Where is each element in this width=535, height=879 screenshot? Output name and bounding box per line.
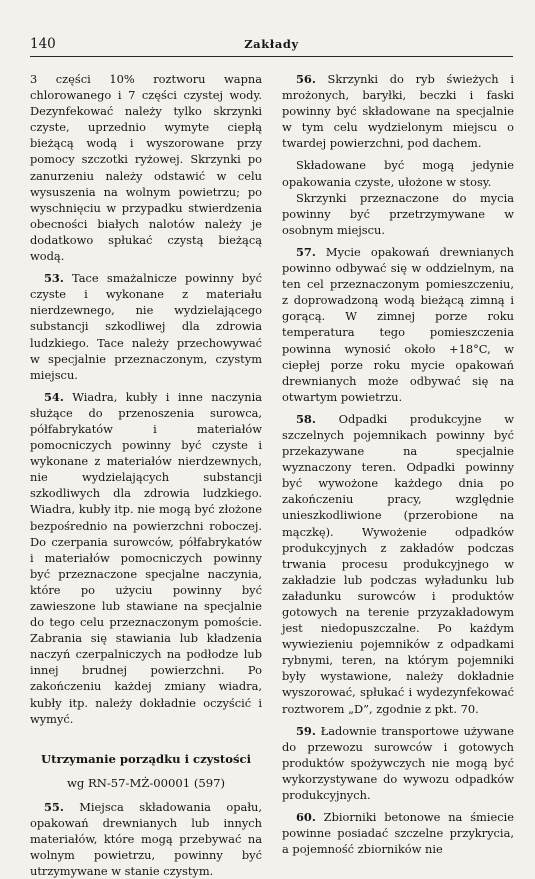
section-reference: wg RN-57-MŻ-00001 (597) [66, 775, 226, 790]
paragraph-55 [30, 799, 262, 879]
paragraph-number: 60. [296, 810, 316, 825]
paragraph-continued: 3 części 10% roztworu wapna chlorowanego i 7 części czystej wody. Dezynfekować należy tylko skrzynki czyste, uprzednio wymyte ciepłą bieżącą wodą i wyszorowane przy pomocy szczotki ryżowej. Skrzynki po zanurzeniu należy odstawić w celu wysuszenia na wolnym powietrzu; po wyschnięciu w przypadku stwierdzenia obecności białych nalotów należy je dodatkowo spłukać czystą bieżącą wodą. [30, 72, 262, 264]
paragraph-57 [282, 244, 514, 405]
paragraph-59 [282, 723, 514, 803]
paragraph-58 [282, 411, 514, 717]
paragraph-54 [30, 389, 262, 727]
paragraph-text: Tace smażalnicze powinny być czyste i wykonane z materiału nierdzewnego, nie wydzielającego substancji szkodliwej dla zdrowia ludzkiego. Tace należy przechowywać w specjalnie przeznaczonym, czystym miejscu. [30, 271, 262, 382]
paragraph-text: Odpadki produkcyjne w szczelnych pojemnikach powinny być przekazywane na specjalnie wyznaczony teren. Odpadki powinny być wywożone każdego dnia po zakończeniu pracy, względnie unieszkodliwione (przerobione na mączkę). Wywożenie odpadków produkcyjnych z zakładów podczas trwania procesu produkcyjnego w zakładzie lub podczas wyładunku lub załadunku surowców i produktów gotowych na terenie przyzakładowym jest niedopuszczalne. Po każdym wywiezieniu pojemników z odpadkami rybnymi, teren, na którym pojemniki były wystawione, należy dokładnie wyszorować, spłukać i wydezynfekować roztworem „D”, zgodnie z pkt. 70. [282, 411, 514, 716]
paragraph-number: 56. [296, 72, 316, 86]
paragraph-56-c: Skrzynki przeznaczone do mycia powinny być przetrzymywane w osobnym miejscu. [282, 190, 514, 237]
page-number: 140 [30, 36, 56, 52]
paragraph-number: 53. [44, 271, 64, 286]
paragraph-text: Miejsca składowania opału, opakowań drewnianych lub innych materiałów, które mogą przebywać na wolnym powietrzu, powinny być utrzymywane w stanie czystym. [30, 799, 262, 879]
paragraph-number: 55. [44, 799, 64, 814]
paragraph-text: Wiadra, kubły i inne naczynia służące do przenoszenia surowca, półfabrykatów i materiałów pomocniczych powinny być czyste i wykonane z materiałów nierdzewnych, nie wydzielających substancji szkodliwych dla zdrowia ludzkiego. Wiadra, kubły itp. nie mogą być złożone bezpośrednio na powierzchni roboczej. Do czerpania surowców, półfabrykatów i materiałów pomocniczych powinny być przeznaczone specjalne naczynia, które po użyciu powinny być zawieszone lub stawiane na specjalnie do tego celu przeznaczonym pomoście. Zabrania się stawiania lub kładzenia naczyń czerpalniczych na podłodze lub innej brudnej powierzchni. Po zakończeniu każdej zmiany wiadra, kubły itp. należy dokładnie oczyścić i wymyć. [30, 389, 262, 726]
paragraph-text: Skrzynki do ryb świeżych i mrożonych, baryłki, beczki i faski powinny być składowane na specjalnie w tym celu wydzielonym miejscu o twardej powierzchni, pod dachem. [282, 72, 514, 151]
paragraph-text: Mycie opakowań drewnianych powinno odbywać się w oddzielnym, na ten cel przeznaczonym pomieszczeniu, z doprowadzoną wodą bieżącą zimną i gorącą. W zimnej porze roku temperatura tego pomieszczenia powinna wynosić około +18°C, w ciepłej porze roku mycie opakowań drewnianych może odbywać się na otwartym powietrzu. [282, 244, 514, 404]
running-title: Zakłady [244, 37, 299, 51]
right-column [282, 71, 514, 857]
paragraph-number: 58. [296, 411, 316, 426]
paragraph-60 [282, 809, 514, 857]
section-title: Utrzymanie porządku i czystości [41, 751, 251, 766]
paragraph-number: 54. [44, 389, 64, 404]
page-header [30, 36, 513, 54]
paragraph-56 [282, 71, 514, 151]
left-column [30, 71, 262, 879]
paragraph-56-b: Składowane być mogą jedynie opakowania czyste, ułożone w stosy. [282, 158, 514, 189]
header-rule [30, 56, 513, 57]
paragraph-number: 59. [296, 723, 316, 738]
paragraph-53 [30, 270, 262, 383]
paragraph-text: Zbiorniki betonowe na śmiecie powinne posiadać szczelne przykrycia, a pojemność zbiorników nie [282, 810, 514, 857]
paragraph-text: Ładownie transportowe używane do przewozu surowców i gotowych produktów spożywczych nie mogą być wykorzystywane do wywozu odpadków produkcyjnych. [282, 723, 514, 803]
paragraph-number: 57. [296, 244, 316, 259]
